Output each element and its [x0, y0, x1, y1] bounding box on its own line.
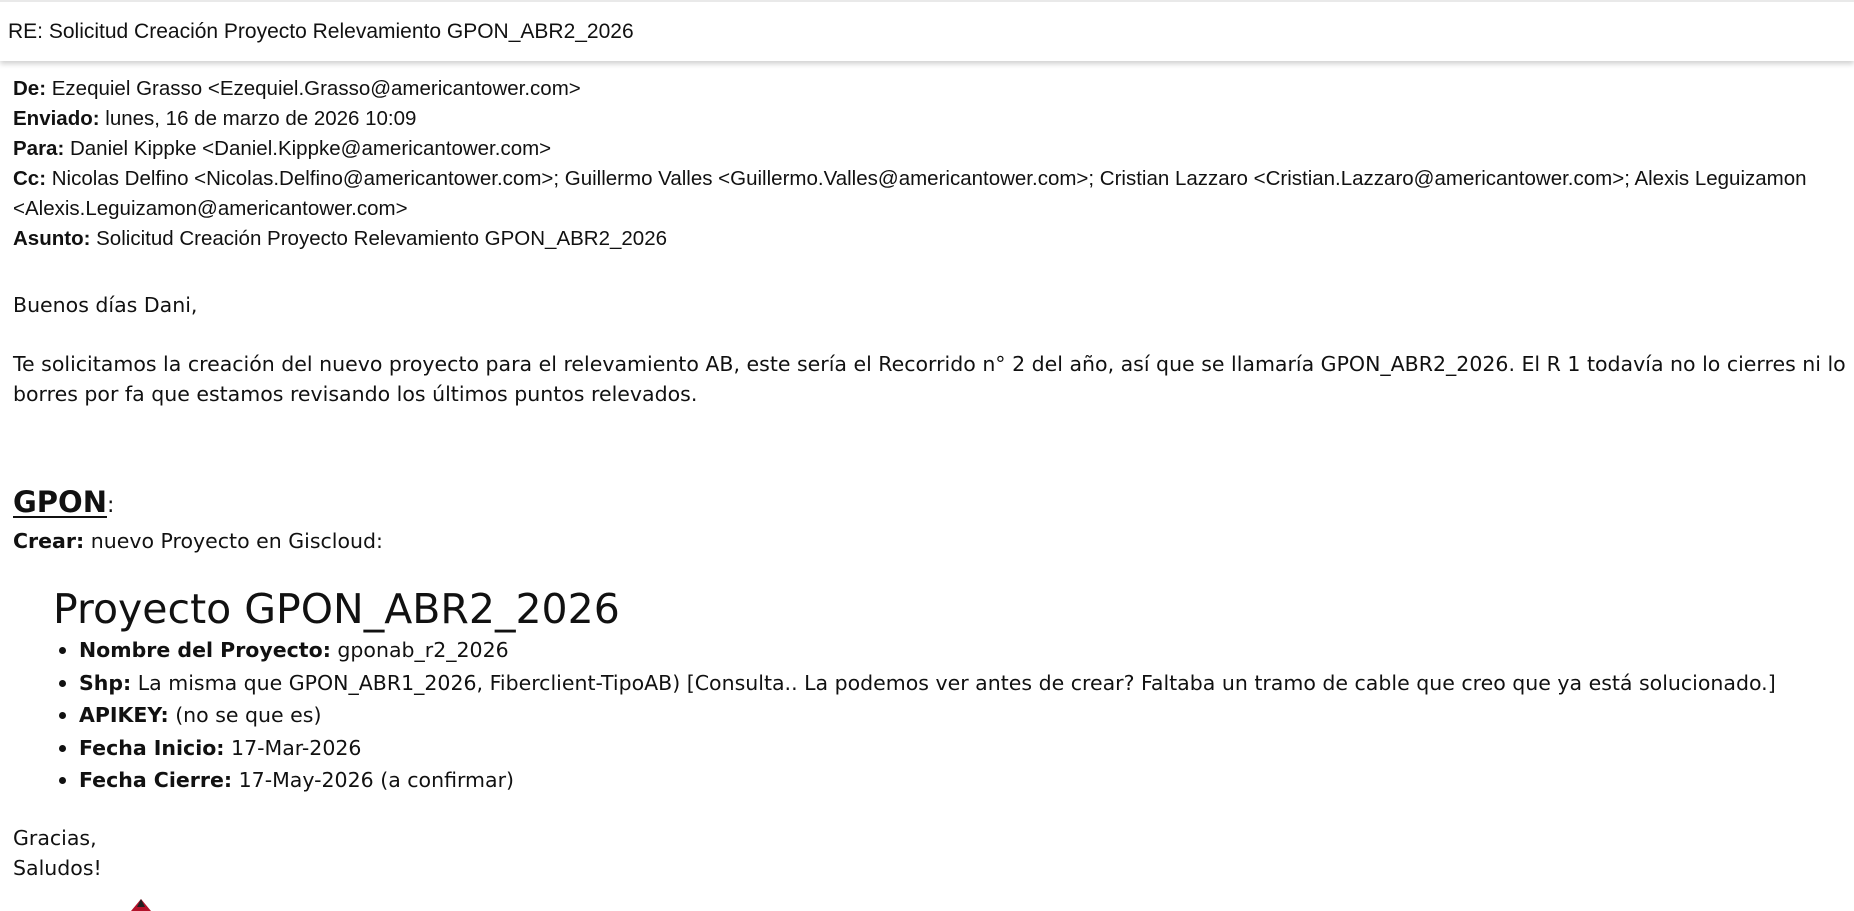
crear-label: Crear: [13, 529, 85, 553]
list-item [79, 667, 1848, 700]
bullet-icon [59, 647, 66, 654]
header-cc [13, 164, 1848, 224]
detail-label: Fecha Inicio: [79, 735, 225, 760]
crear-line [13, 526, 1848, 556]
gpon-heading-colon: : [106, 493, 115, 518]
signature-logo-inner-icon [137, 899, 145, 907]
message-subject-bar [0, 0, 1854, 61]
header-subject [13, 224, 1848, 254]
detail-value: gponab_r2_2026 [330, 638, 509, 662]
header-cc-label: Cc: [13, 167, 47, 190]
detail-value: (no se que es) [168, 703, 322, 727]
crear-value: nuevo Proyecto en Giscloud: [84, 529, 383, 553]
project-details-list [13, 634, 1848, 797]
message-subject-title: RE: Solicitud Creación Proyecto Relevamiento GPON_ABR2_2026 [8, 20, 634, 43]
header-cc-value[interactable]: Nicolas Delfino <Nicolas.Delfino@americantower.com>; Guillermo Valles <Guillermo.Valles@americantower.com>; Cristian Lazzaro <Cristian.Lazzaro@americantower.com>; Alexis Leguizamon <Alexis.Leguizamon@americantower.com> [13, 167, 1807, 220]
greeting-text: Buenos días Dani, [13, 293, 198, 317]
header-sent-label: Enviado: [13, 107, 100, 130]
detail-value: La misma que GPON_ABR1_2026, Fiberclient-TipoAB) [Consulta.. La podemos ver antes de crear? Faltaba un tramo de cable que creo que ya está solucionado.] [131, 670, 1776, 695]
header-sent-value: lunes, 16 de marzo de 2026 10:09 [99, 107, 417, 130]
list-item [79, 634, 1848, 667]
regards-text: Saludos! [13, 855, 102, 880]
header-subject-value: Solicitud Creación Proyecto Relevamiento GPON_ABR2_2026 [90, 227, 668, 250]
list-item [79, 699, 1848, 732]
project-title: Proyecto GPON_ABR2_2026 [53, 585, 620, 633]
header-from-label: De: [13, 77, 47, 100]
detail-value: 17-May-2026 (a confirmar) [232, 768, 515, 792]
request-paragraph: Te solicitamos la creación del nuevo proyecto para el relevamiento AB, este sería el Recorrido n° 2 del año, así que se llamaría GPON_ABR2_2026. El R 1 todavía no lo cierres ni lo borres por fa que estamos revisando los últimos puntos relevados. [13, 352, 1846, 406]
thanks-text: Gracias, [13, 825, 97, 850]
gpon-heading-text: GPON [13, 485, 107, 519]
header-to-label: Para: [13, 137, 65, 160]
header-sent [13, 104, 1848, 134]
detail-label: APIKEY: [79, 703, 169, 727]
bullet-icon [59, 712, 66, 719]
list-item [79, 764, 1848, 797]
gpon-section-heading [13, 485, 1848, 523]
header-from-value[interactable]: Ezequiel Grasso <Ezequiel.Grasso@americantower.com> [46, 77, 581, 100]
detail-label: Nombre del Proyecto: [79, 638, 331, 662]
detail-label: Fecha Cierre: [79, 768, 233, 792]
message-body [13, 74, 1848, 883]
header-to [13, 134, 1848, 164]
bullet-icon [59, 680, 66, 687]
detail-value: 17-Mar-2026 [224, 735, 362, 760]
header-from [13, 74, 1848, 104]
bullet-icon [59, 745, 66, 752]
bullet-icon [59, 777, 66, 784]
detail-label: Shp: [79, 670, 132, 695]
list-item [79, 732, 1848, 765]
header-to-value[interactable]: Daniel Kippke <Daniel.Kippke@americantower.com> [64, 137, 552, 160]
header-subject-label: Asunto: [13, 227, 91, 250]
